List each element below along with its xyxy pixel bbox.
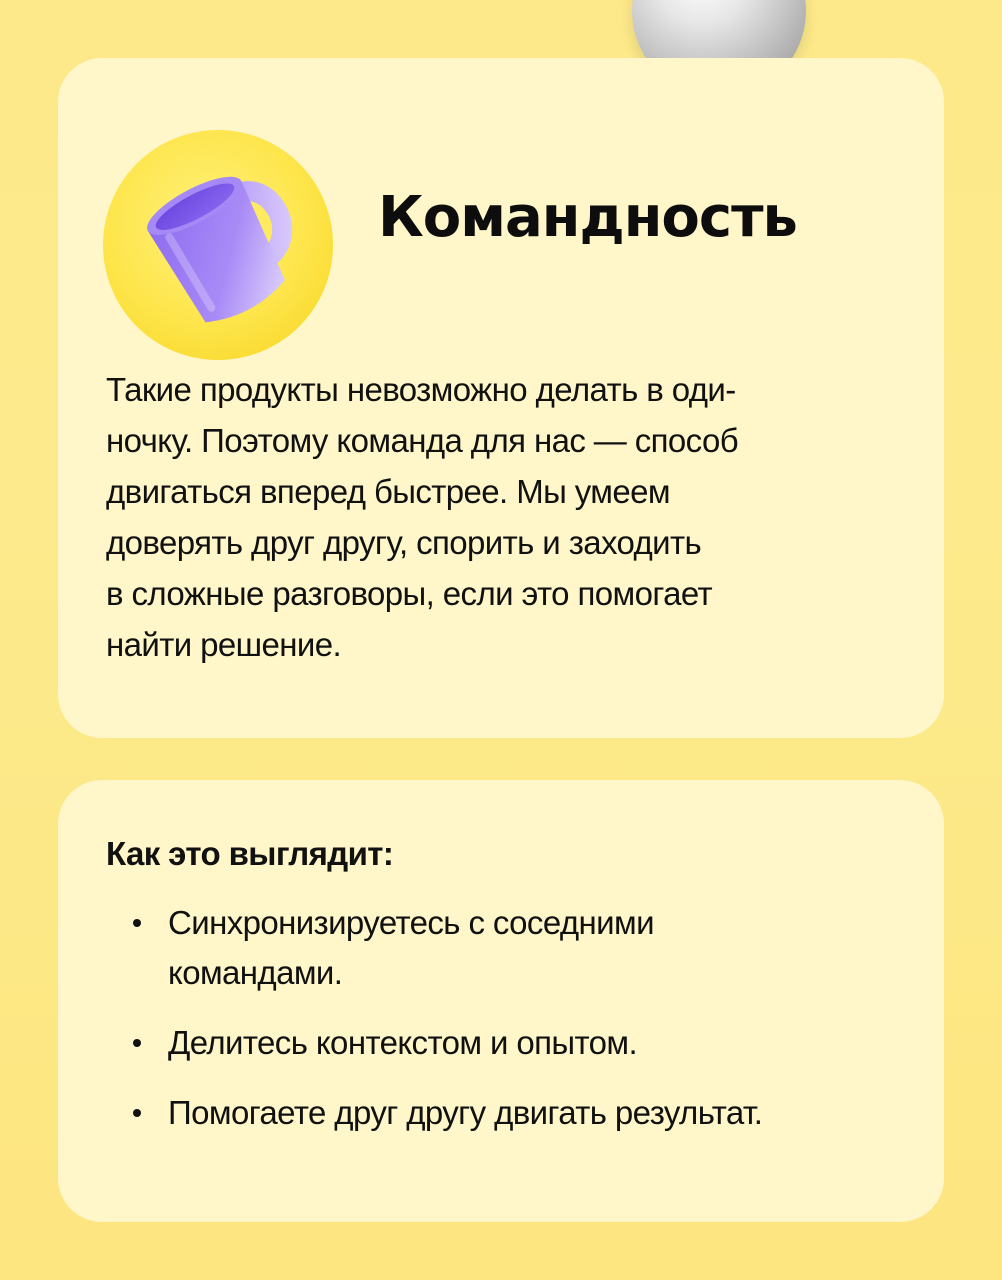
list-item-text: командами. bbox=[168, 954, 343, 991]
description-line: двигаться вперед быстрее. Мы умеем bbox=[106, 473, 670, 510]
mug-icon bbox=[103, 130, 333, 360]
how-it-looks-heading: Как это выглядит: bbox=[106, 835, 394, 872]
bullet-dot-icon bbox=[133, 1109, 141, 1117]
mug-icon-badge bbox=[103, 130, 333, 360]
description-line: Такие продукты невозможно делать в оди- bbox=[106, 371, 736, 408]
description-line: найти решение. bbox=[106, 626, 342, 663]
bullet-dot-icon bbox=[133, 919, 141, 927]
how-it-looks-card bbox=[58, 780, 944, 1222]
list-item-text: Делитесь контекстом и опытом. bbox=[168, 1024, 638, 1061]
teamwork-card bbox=[58, 58, 944, 738]
page-title: Командность bbox=[378, 185, 797, 250]
list-item-text: Помогаете друг другу двигать результат. bbox=[168, 1094, 763, 1131]
list-item-text: Синхронизируетесь с соседними bbox=[168, 904, 654, 941]
description-line: ночку. Поэтому команда для нас — способ bbox=[106, 422, 739, 459]
list-item bbox=[106, 898, 906, 998]
description-line: в сложные разговоры, если это помогает bbox=[106, 575, 712, 612]
list-item bbox=[106, 1018, 906, 1068]
bullet-dot-icon bbox=[133, 1039, 141, 1047]
list-item bbox=[106, 1088, 906, 1138]
description-text bbox=[106, 364, 866, 670]
how-it-looks-list bbox=[106, 898, 906, 1158]
description-line: доверять друг другу, спорить и заходить bbox=[106, 524, 702, 561]
